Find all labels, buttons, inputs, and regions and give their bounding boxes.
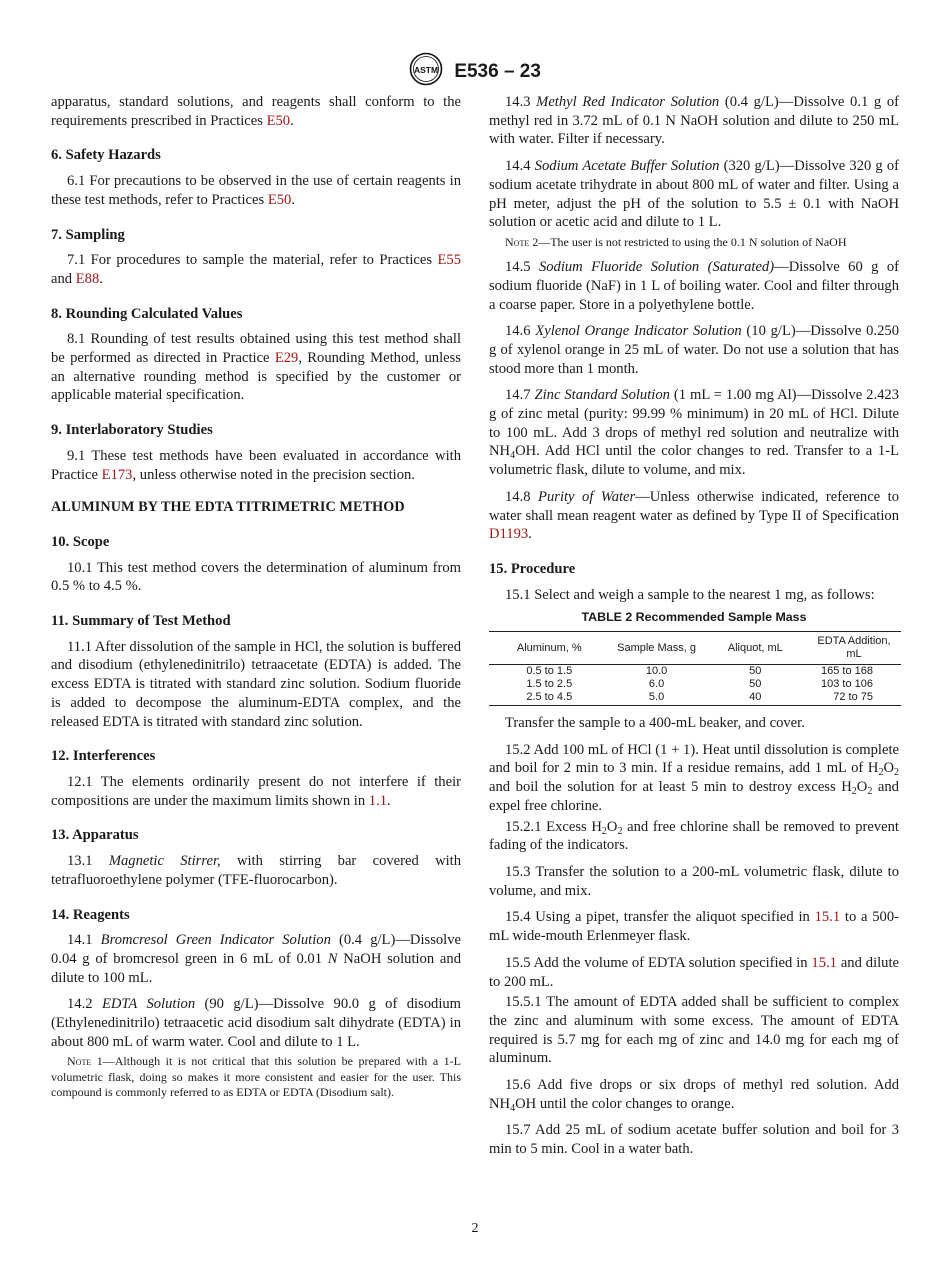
page-number: 2: [471, 1221, 479, 1236]
table-cell: 1.5 to 2.5: [526, 678, 573, 691]
link-e29[interactable]: E29: [274, 350, 299, 367]
section-11-title: 11. Summary of Test Method: [51, 613, 231, 630]
table-cell: 2.5 to 4.5: [489, 691, 610, 706]
para-14-7: 14.7 Zinc Standard Solution (1 mL = 1.00 mg Al)—Dissolve 2.423 g of zinc metal (purity: 99.99 % minimum) in 20 mL of HCl. Dilute to 100 mL. Add 3 drops of methyl red solution and neutralize with $NH_4OH$. Add HCl until the color changes to red. Transfer to a 1-L volumetric flask, dilute to volume, and mix.: [489, 387, 899, 479]
table-header-cell: EDTA Addition, mL: [807, 632, 901, 665]
section-9-title: 9. Interlaboratory Studies: [51, 422, 213, 439]
table-cell: 10.0: [645, 665, 668, 678]
section-6-title: 6. Safety Hazards: [51, 147, 161, 164]
section-7-title: 7. Sampling: [51, 226, 125, 243]
para-7-1: 7.1 For procedures to sample the material, refer to Practices E55 and E88.: [51, 252, 461, 287]
para-15-3: 15.3 Transfer the solution to a 200-mL volumetric flask, dilute to volume, and mix.: [489, 864, 899, 899]
para-15-7: 15.7 Add 25 mL of sodium acetate buffer solution and boil for 3 min to 5 min. Cool in a water bath.: [489, 1122, 899, 1158]
table-cell: 50: [749, 665, 762, 678]
para-14-6: 14.6 Xylenol Orange Indicator Solution (10 g/L)—Dissolve 0.250 g of xylenol orange in 25 mL of water. Do not use a solution that has stood more than 1 month.: [489, 323, 899, 377]
link-e50[interactable]: E50: [266, 112, 291, 129]
table-row: [489, 665, 901, 679]
table-cell: 0.5 to 1.5: [526, 665, 573, 678]
section-14-title: 14. Reagents: [51, 906, 130, 923]
table-cell: 72 to 75: [807, 691, 901, 706]
table-header-cell: Aluminum, %: [489, 632, 610, 665]
table-cell: 6.0: [648, 678, 665, 691]
svg-text:ASTM: ASTM: [413, 65, 439, 75]
link-15-1[interactable]: 15.1: [811, 954, 837, 971]
table-header-row: [489, 632, 901, 665]
section-10-title: 10. Scope: [51, 533, 110, 550]
note-1: Note 1—Although it is not critical that this solution be prepared with a 1-L volumetric flask, doing so makes it more consistent and easier for the user. This compound is commonly referred to as EDTA or EDTA (Disodium salt).: [51, 1054, 462, 1099]
para-14-2: 14.2 EDTA Solution (90 g/L)—Dissolve 90.0 g of disodium (Ethylenedinitrilo) tetraacetic acid disodium salt dihydrate (EDTA) in about 800 mL of warm water. Cool and dilute to 1 L.: [51, 996, 462, 1050]
section-12-title: 12. Interferences: [51, 748, 156, 765]
page-header: [0, 52, 950, 92]
link-e173[interactable]: E173: [101, 466, 133, 483]
link-e50[interactable]: E50: [267, 191, 292, 208]
para-15-2: 15.2 Add 100 mL of HCl (1 + 1). Heat until dissolution is complete and boil for 2 min to 3 min. If a residue remains, add 1 mL of $H_2O_2$ and boil the solution for at least 5 min to destroy excess $H_2O_2$ and expel free chlorine.: [489, 741, 899, 814]
table-2-title: TABLE 2 Recommended Sample Mass: [581, 610, 807, 625]
link-e55[interactable]: E55: [437, 252, 461, 269]
para-8-1: 8.1 Rounding of test results obtained using this test method shall be performed as directed in Practice E29, Rounding Method, unless an alternative rounding method is specified by the customer or applicable material specification.: [51, 331, 461, 404]
para-11-1: 11.1 After dissolution of the sample in HCl, the solution is buffered and disodium (ethylenedinitrilo) tetraacetate (EDTA) is added. The excess EDTA is titrated with standard zinc solution. Sodium fluoride is added to decompose the aluminum-EDTA complex, and the released EDTA is titrated with standard zinc solution.: [51, 638, 461, 730]
table-cell: 165 to 168: [821, 665, 873, 678]
sample-mass-table: [489, 631, 901, 706]
para-15-5: 15.5 Add the volume of EDTA solution specified in 15.1 and dilute to 200 mL.: [489, 954, 900, 990]
para-12-1: 12.1 The elements ordinarily present do not interfere if their compositions are under the maximum limits shown in 1.1.: [51, 773, 461, 809]
method-title: ALUMINUM BY THE EDTA TITRIMETRIC METHOD: [51, 499, 405, 516]
para-14-5: 14.5 Sodium Fluoride Solution (Saturated)—Dissolve 60 g of sodium fluoride (NaF) in 1 L of boiling water. Cool and filter through a coarse paper. Store in a polyethylene bottle.: [489, 259, 899, 313]
link-15-1[interactable]: 15.1: [814, 909, 841, 926]
para-14-8: 14.8 Purity of Water—Unless otherwise indicated, reference to water shall mean reagent water as defined by Type II of Specification D1193.: [489, 488, 900, 543]
para-15-2-1: 15.2.1 Excess $H_2O_2$ and free chlorine shall be removed to prevent fading of the indicators.: [489, 818, 899, 854]
table-header-cell: Sample Mass, g: [610, 632, 704, 665]
table-row: [489, 691, 901, 706]
para-15-6: 15.6 Add five drops or six drops of methyl red solution. Add $NH_4OH$ until the color changes to orange.: [489, 1077, 899, 1114]
para-14-4: 14.4 Sodium Acetate Buffer Solution (320 g/L)—Dissolve 320 g of sodium acetate trihydrate in about 800 mL of water and filter. Using a pH meter, adjust the pH of the solution to 5.5 ± 0.1 with NaOH solution or acetic acid and dilute to 1 L.: [489, 158, 900, 231]
table-cell: 50: [749, 678, 762, 691]
table-header-cell: Aliquot, mL: [704, 632, 807, 665]
table-cell: 40: [704, 691, 807, 706]
link-e88[interactable]: E88: [75, 270, 100, 287]
left-column: [51, 93, 461, 1108]
section-8-title: 8. Rounding Calculated Values: [51, 305, 243, 322]
section-13-title: 13. Apparatus: [51, 827, 139, 844]
para-6-1: 6.1 For precautions to be observed in the use of certain reagents in these test methods, refer to Practices E50.: [51, 173, 461, 208]
table-cell: 103 to 106: [821, 678, 873, 691]
para-14-3: 14.3 Methyl Red Indicator Solution (0.4 g/L)—Dissolve 0.1 g of methyl red in 3.72 mL of 0.1 N NaOH solution and dilute to 250 mL with water. Filter if necessary.: [489, 94, 899, 148]
link-1-1[interactable]: 1.1: [368, 792, 388, 809]
table-row: [489, 678, 901, 691]
document-id: E536 – 23: [454, 61, 541, 82]
astm-logo-icon: [409, 52, 443, 92]
note-2: Note 2—The user is not restricted to using the 0.1 N solution of NaOH: [505, 234, 847, 249]
para-transfer: Transfer the sample to a 400-mL beaker, and cover.: [505, 715, 805, 732]
para-15-4: 15.4 Using a pipet, transfer the aliquot specified in 15.1 to a 500-mL wide-mouth Erlenmeyer flask.: [489, 909, 900, 945]
para-15-1: 15.1 Select and weigh a sample to the nearest 1 mg, as follows:: [505, 586, 875, 603]
para-14-1: 14.1 Bromcresol Green Indicator Solution (0.4 g/L)—Dissolve 0.04 g of bromcresol green in 6 mL of 0.01 N NaOH solution and dilute to 100 mL.: [51, 932, 462, 986]
section-15-title: 15. Procedure: [489, 560, 576, 577]
link-d1193[interactable]: D1193: [489, 526, 529, 543]
intro-paragraph: apparatus, standard solutions, and reagents shall conform to the requirements prescribed in Practices E50.: [51, 94, 461, 129]
para-15-5-1: 15.5.1 The amount of EDTA added shall be sufficient to complex the zinc and aluminum with some excess. The amount of EDTA required is 5.7 mg for each mg of zinc and 14.0 mg for each mg of aluminum.: [489, 994, 899, 1067]
right-column: [489, 93, 899, 1167]
para-10-1: 10.1 This test method covers the determination of aluminum from 0.5 % to 4.5 %.: [51, 559, 461, 595]
para-13-1: 13.1 Magnetic Stirrer, with stirring bar covered with tetrafluoroethylene polymer (TFE-fluorocarbon).: [51, 853, 462, 888]
table-cell: 5.0: [610, 691, 704, 706]
para-9-1: 9.1 These test methods have been evaluated in accordance with Practice E173, unless otherwise noted in the precision section.: [51, 447, 461, 483]
